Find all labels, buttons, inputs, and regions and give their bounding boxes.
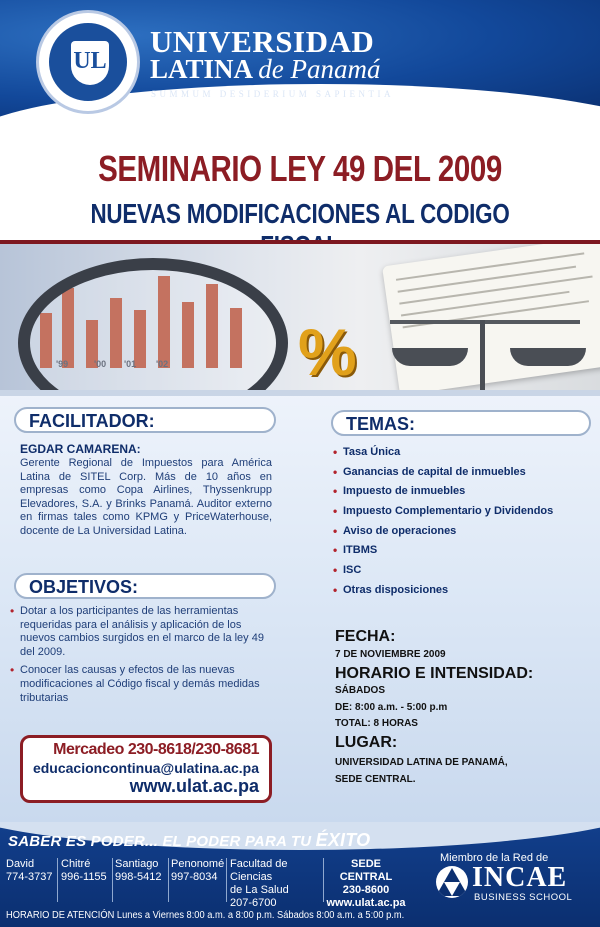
tema-item: • ITBMS (333, 543, 593, 563)
lugar-line2: SEDE CENTRAL. (335, 774, 416, 785)
office-name: SEDE CENTRAL (339, 858, 393, 883)
contact-box (20, 735, 272, 803)
university-seal-logo (36, 10, 140, 114)
office-name: Chitré (61, 858, 91, 870)
incae-logo-triangle (452, 882, 468, 896)
book-text-line (396, 252, 584, 280)
photo-year-label: '01 (124, 359, 137, 369)
office-penonome (171, 858, 227, 902)
tema-item: • Impuesto de inmuebles (333, 484, 593, 504)
university-name-line2 (150, 54, 381, 85)
office-phone: 207-6700 (230, 897, 277, 909)
open-book-image (382, 240, 600, 390)
objetivos-heading: OBJETIVOS: (14, 573, 276, 599)
office-name: Penonomé (171, 858, 225, 870)
seal-shield: UL (71, 41, 109, 85)
office-sede-central (326, 858, 410, 909)
incae-subtitle: BUSINESS SCHOOL (474, 892, 573, 903)
photo-year-label: '00 (94, 359, 107, 369)
book-text-line (403, 300, 589, 328)
office-chitre (61, 858, 113, 902)
tema-item: • Aviso de operaciones (333, 524, 593, 544)
justice-scale-post (480, 320, 485, 390)
justice-scale-pan (510, 348, 586, 366)
office-hours: HORARIO DE ATENCIÓN Lunes a Viernes 8:00 a.m. a 8:00 p.m. Sábados 8:00 a.m. a 5:00 p.m. (6, 910, 405, 921)
incae-logo-icon (436, 866, 468, 898)
seminar-subtitle: NUEVAS MODIFICACIONES AL CODIGO (90, 198, 510, 229)
office-name: Santiago (115, 858, 159, 870)
office-phone: 774-3737 (6, 871, 53, 883)
office-david (6, 858, 58, 902)
office-name: David (6, 858, 35, 870)
photo-year-label: '02 (156, 359, 169, 369)
contact-email-link[interactable]: educacioncontinua@ulatina.ac.pa (32, 760, 259, 776)
tema-item: • Impuesto Complementario y Dividendos (333, 504, 593, 524)
contact-website-link[interactable]: www.ulat.ac.pa (129, 776, 259, 796)
incae-name: INCAE (472, 862, 568, 893)
justice-scale-pan (392, 348, 468, 366)
slogan-emphasis: ÉXITO (315, 830, 371, 850)
university-name-line1: UNIVERSIDAD (150, 24, 375, 59)
incae-logo-triangle (444, 868, 460, 882)
university-motto: SUMMUM DESIDERIUM SAPIENTIA (151, 89, 395, 99)
facilitador-heading: FACILITADOR: (14, 407, 276, 433)
office-phone: 230-8600 (342, 884, 390, 896)
objetivo-item: • Dotar a los participantes de las herramientas requeridas para el análisis y aplicación de los nuevos cambios surgidos en el marco de la ley 49 del 2009. (10, 605, 276, 659)
office-phone: 997-8034 (171, 871, 218, 883)
temas-list (333, 445, 593, 603)
tema-item: • Otras disposiciones (333, 583, 593, 603)
horario-time: DE: 8:00 a.m. - 5:00 p.m (335, 702, 448, 713)
office-phone: 998-5412 (115, 871, 162, 883)
contact-phone: Mercadeo 230-8618/230-8681 (53, 741, 259, 758)
office-website-link[interactable]: www.ulat.ac.pa (326, 897, 406, 909)
horario-day: SÁBADOS (335, 685, 386, 696)
incae-logo-triangle (436, 882, 452, 896)
fecha-label: FECHA: (335, 628, 396, 645)
fecha-value: 7 DE NOVIEMBRE 2009 (335, 649, 446, 660)
percent-icon: % (298, 315, 357, 389)
objetivo-item: • Conocer las causas y efectos de las nuevas modificaciones al Código fiscal y demás medidas tributarias (10, 664, 276, 705)
facilitador-name: EGDAR CAMARENA: (20, 442, 141, 456)
justice-scale-icon (390, 320, 580, 324)
temas-heading: TEMAS: (331, 410, 591, 436)
content-panel-top-edge (0, 390, 600, 396)
hero-photo (0, 240, 600, 390)
office-name: Facultad de Ciencias (230, 858, 288, 883)
university-name-latina: LATINA (150, 54, 252, 84)
objetivos-list (10, 605, 276, 710)
tema-item: • Ganancias de capital de inmuebles (333, 465, 593, 485)
lugar-label: LUGAR: (335, 734, 398, 751)
office-santiago (115, 858, 169, 902)
lugar-line1: UNIVERSIDAD LATINA DE PANAMÁ, (335, 757, 508, 768)
seal-inner-ring (47, 21, 129, 103)
office-name-line2: de La Salud (230, 884, 289, 896)
tema-item: • ISC (333, 563, 593, 583)
footer-slogan (8, 830, 370, 851)
tema-item: • Tasa Única (333, 445, 593, 465)
magnifying-glass-icon (18, 258, 288, 390)
facilitador-description: Gerente Regional de Impuestos para América Latina de SITEL Corp. Más de 10 años en empresas como Copa Airlines, Thyssenkrupp Elevadores, S.A. y Brinks Panamá. Auditor externo en firmas tales como KPMG y PriceWaterhouse, docente de La Universidad Latina. (20, 457, 272, 537)
office-facultad-salud (230, 858, 324, 909)
book-text-line (398, 266, 577, 293)
seminar-title: SEMINARIO LEY 49 DEL 2009 (98, 148, 502, 189)
photo-top-accent (0, 240, 600, 244)
photo-year-label: '99 (56, 359, 69, 369)
horario-total: TOTAL: 8 HORAS (335, 718, 418, 729)
horario-label: HORARIO E INTENSIDAD: (335, 665, 534, 682)
book-text-line (401, 291, 570, 317)
slogan-text: SABER ES PODER... EL PODER PARA TU (8, 833, 312, 850)
university-name-de-panama: de Panamá (258, 54, 381, 84)
incae-member-label: Miembro de la Red de (440, 852, 549, 864)
office-phone: 996-1155 (61, 871, 107, 883)
